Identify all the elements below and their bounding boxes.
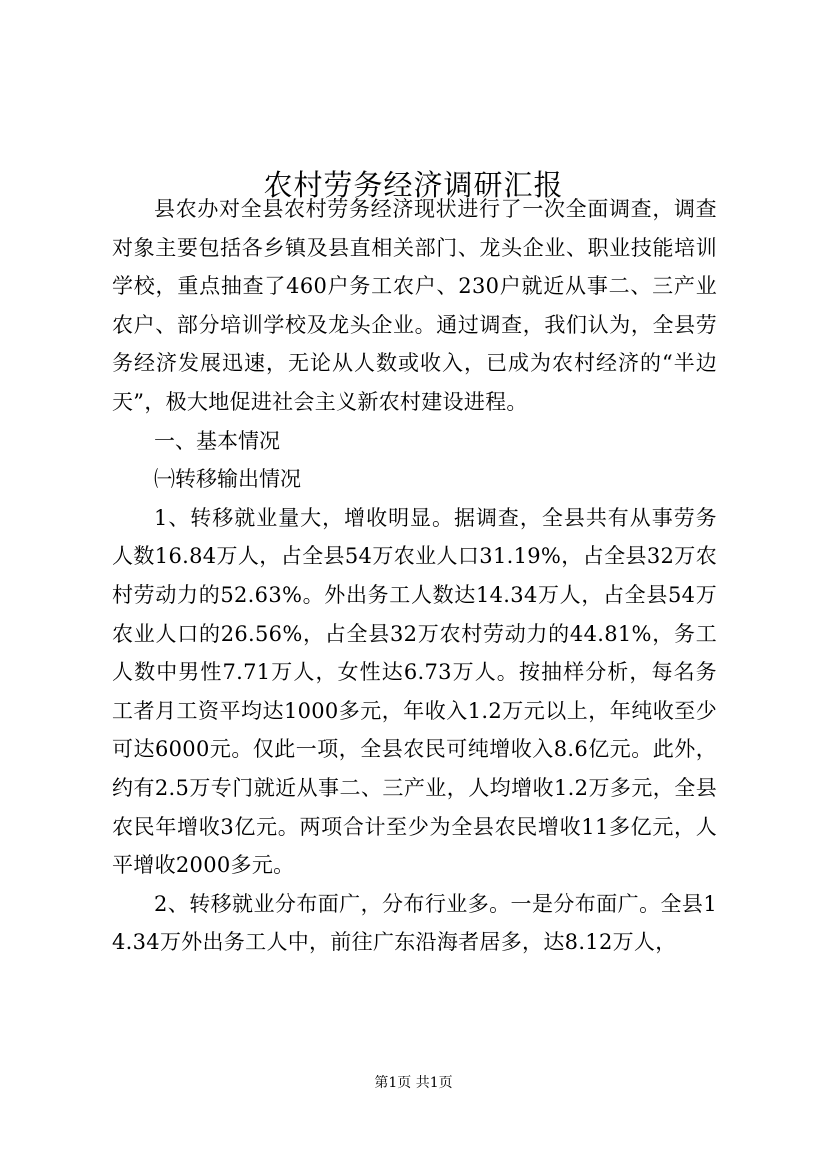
document-title: 农村劳务经济调研汇报 bbox=[263, 168, 564, 203]
employment-paragraph-1: 1、转移就业量大，增收明显。据调查，全县共有从事劳务人数16.84万人，占全县54万农业人口31.19%，占全县32万农村劳动力的52.63%。外出务工人数达14.34万人，占全县54万农业人口的26.56%，占全县32万农村劳动力的44.81%，务工人数中男性7.71万人，女性达6.73万人。按抽样分析，每名务工者月工资平均达1000多元，年收入1.2万元以上，年纯收至少可达6000元。仅此一项，全县农民可纯增收入8.6亿元。此外，约有2.5万专门就近从事二、三产业，人均增收1.2万多元，全县农民年增收3亿元。两项合计至少为全县农民增收11多亿元，人平增收2000多元。 bbox=[112, 505, 717, 878]
intro-paragraph: 县农办对全县农村劳务经济现状进行了一次全面调查，调查对象主要包括各乡镇及县直相关部门、龙头企业、职业技能培训学校，重点抽查了460户务工农户、230户就近从事二、三产业农户、部分培训学校及龙头企业。通过调查，我们认为，全县劳务经济发展迅速，无论从人数或收入，已成为农村经济的“半边天”，极大地促进社会主义新农村建设进程。 bbox=[112, 197, 717, 414]
employment-paragraph-2: 2、转移就业分布面广，分布行业多。一是分布面广。全县14.34万外出务工人中，前往广东沿海者居多，达8.12万人， bbox=[112, 891, 717, 955]
section-heading: 一、基本情况 bbox=[154, 428, 280, 453]
subsection-heading: ㈠转移输出情况 bbox=[154, 467, 301, 492]
page-footer: 第1页 共1页 bbox=[374, 1075, 453, 1091]
document-body bbox=[112, 190, 717, 962]
